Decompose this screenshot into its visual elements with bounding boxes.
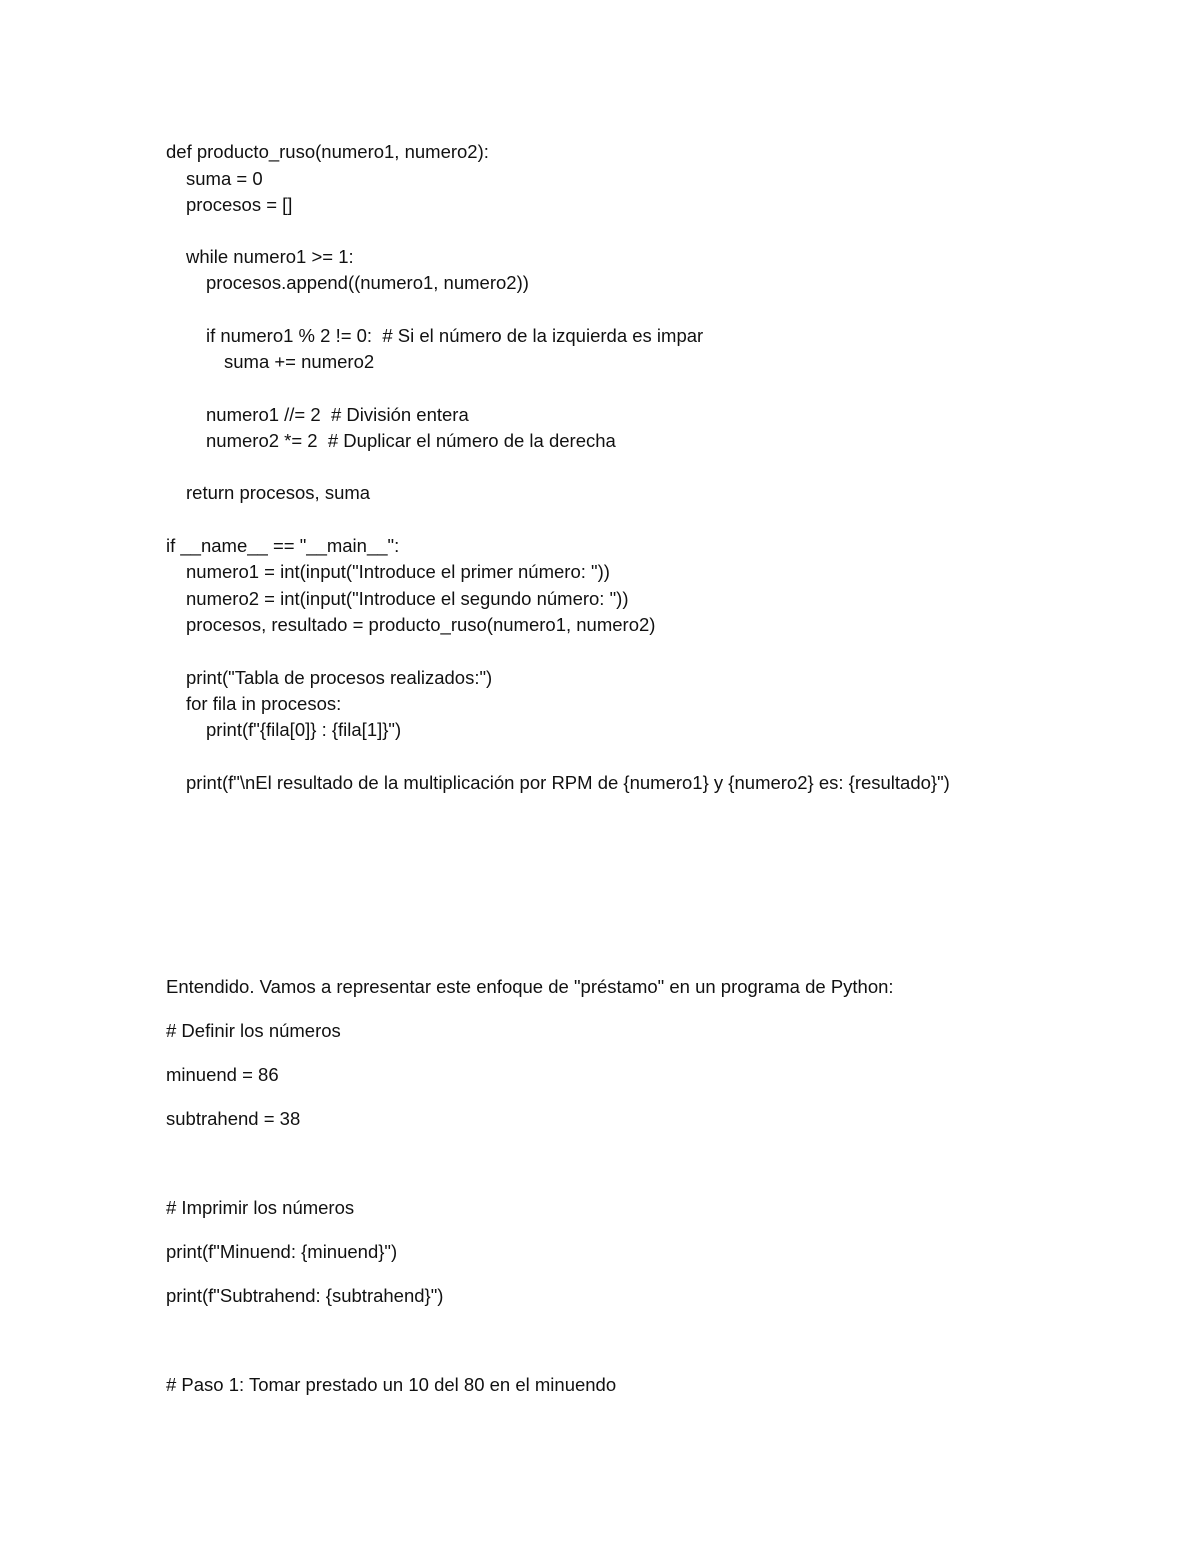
print-subtrahend: print(f"Subtrahend: {subtrahend}") xyxy=(166,1285,444,1306)
code-line-25: print(f"\nEl resultado de la multiplicación por RPM de {numero1} y {numero2} es: {resultado}") xyxy=(186,772,950,793)
intro-paragraph: Entendido. Vamos a representar este enfoque de "préstamo" en un programa de Python: xyxy=(166,976,894,997)
code-line-22: for fila in procesos: xyxy=(186,693,342,714)
code-line-11: numero1 //= 2 # División entera xyxy=(206,404,469,425)
code-line-21: print("Tabla de procesos realizados:") xyxy=(186,667,493,688)
code-line-18: numero2 = int(input("Introduce el segundo número: ")) xyxy=(186,588,629,609)
minuend-assignment: minuend = 86 xyxy=(166,1064,279,1085)
code-line-1: def producto_ruso(numero1, numero2): xyxy=(166,141,489,162)
code-line-3: procesos = [] xyxy=(186,194,293,215)
code-line-16: if __name__ == "__main__": xyxy=(166,535,400,556)
code-line-19: procesos, resultado = producto_ruso(numero1, numero2) xyxy=(186,614,656,635)
code-line-6: procesos.append((numero1, numero2)) xyxy=(206,272,529,293)
comment-define-numbers: # Definir los números xyxy=(166,1020,341,1041)
comment-print-numbers: # Imprimir los números xyxy=(166,1197,355,1218)
print-minuend: print(f"Minuend: {minuend}") xyxy=(166,1241,398,1262)
code-line-9: suma += numero2 xyxy=(224,351,375,372)
code-line-12: numero2 *= 2 # Duplicar el número de la derecha xyxy=(206,430,616,451)
code-line-5: while numero1 >= 1: xyxy=(186,246,354,267)
code-line-14: return procesos, suma xyxy=(186,482,371,503)
code-line-17: numero1 = int(input("Introduce el primer número: ")) xyxy=(186,561,610,582)
code-line-23: print(f"{fila[0]} : {fila[1]}") xyxy=(206,719,402,740)
subtrahend-assignment: subtrahend = 38 xyxy=(166,1108,301,1129)
code-line-2: suma = 0 xyxy=(186,168,263,189)
code-line-8: if numero1 % 2 != 0: # Si el número de la izquierda es impar xyxy=(206,325,704,346)
comment-step-1: # Paso 1: Tomar prestado un 10 del 80 en el minuendo xyxy=(166,1374,617,1395)
